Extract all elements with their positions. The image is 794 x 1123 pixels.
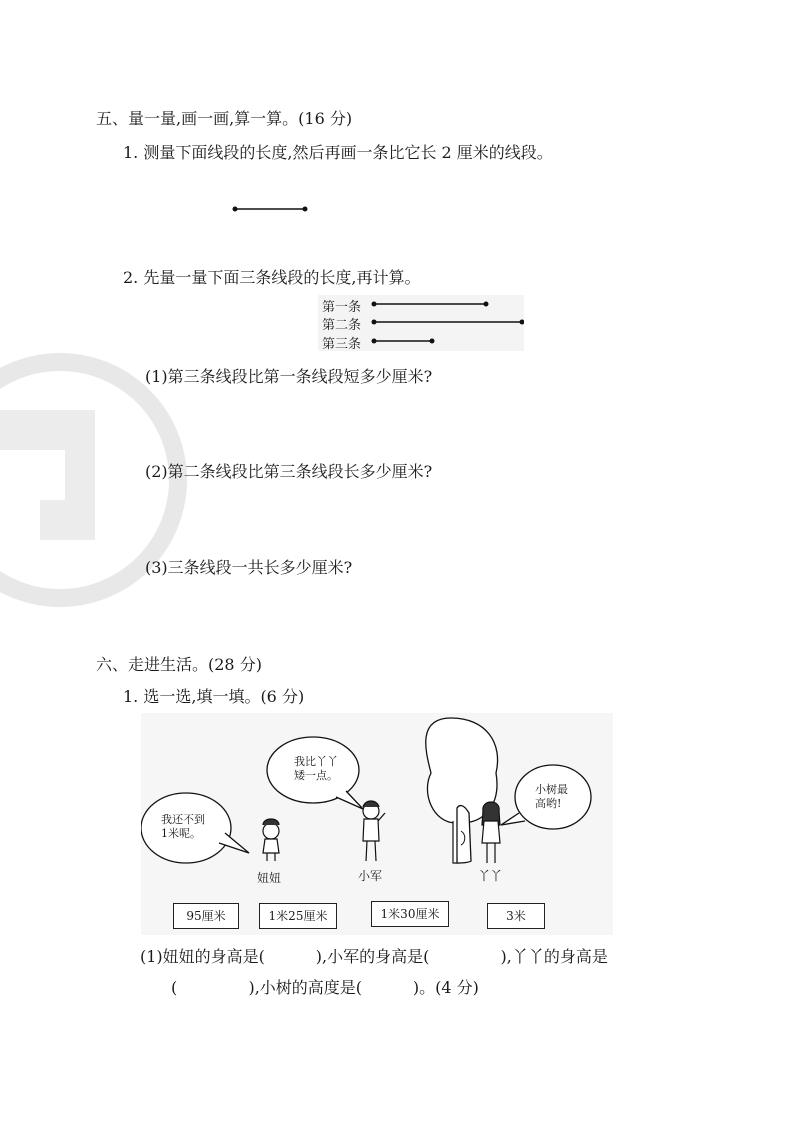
fill-in-line-1: (1)妞妞的身高是( ),小军的身高是( ),丫丫的身高是 — [140, 947, 608, 966]
xiaojun-bubble-line-1: 我比丫丫 — [294, 755, 338, 768]
section-5-title: 五、量一量,画一画,算一算。(16 分) — [96, 109, 353, 128]
xiaojun-figure — [363, 801, 385, 861]
yaya-figure — [482, 802, 500, 863]
sister-bubble-line-1: 我还不到 — [161, 813, 205, 826]
question-2-text: 2. 先量一量下面三条线段的长度,再计算。 — [123, 268, 421, 287]
yaya-bubble-text — [535, 783, 568, 811]
option-box-4: 3米 — [487, 903, 545, 929]
segments-panel — [318, 295, 524, 351]
segment-2-line — [372, 320, 525, 325]
illustration-scene — [141, 713, 613, 935]
section-6-question-1: 1. 选一选,填一填。(6 分) — [123, 687, 305, 706]
sister-name: 妞妞 — [257, 871, 282, 885]
option-box-3: 1米30厘米 — [371, 901, 449, 927]
xiaojun-bubble-text — [294, 755, 338, 783]
fill-in-line-2: ( ),小树的高度是( )。(4 分) — [171, 978, 479, 997]
yaya-bubble-line-2: 高哟! — [535, 797, 562, 810]
segment-3-line — [372, 339, 435, 344]
segment-2-label: 第二条 — [322, 318, 362, 333]
subquestion-3: (3)三条线段一共长多少厘米? — [145, 558, 353, 577]
segment-3-label: 第三条 — [322, 337, 362, 352]
sister-bubble-line-2: 1米呢。 — [161, 827, 201, 840]
question-1-text: 1. 测量下面线段的长度,然后再画一条比它长 2 厘米的线段。 — [123, 143, 553, 162]
segment-1-label: 第一条 — [322, 300, 362, 315]
section-6-title: 六、走进生活。(28 分) — [96, 655, 262, 674]
xiaojun-name: 小军 — [358, 869, 383, 883]
measure-segment — [230, 203, 310, 215]
yaya-bubble-line-1: 小树最 — [535, 783, 568, 796]
sister-bubble-text — [161, 813, 205, 841]
segment-1-line — [372, 302, 489, 307]
subquestion-2: (2)第二条线段比第三条线段长多少厘米? — [145, 462, 433, 481]
sister-figure — [263, 819, 279, 861]
option-box-2: 1米25厘米 — [259, 903, 337, 929]
option-box-1: 95厘米 — [173, 903, 239, 929]
xiaojun-bubble-line-2: 矮一点。 — [294, 769, 338, 782]
subquestion-1: (1)第三条线段比第一条线段短多少厘米? — [145, 367, 433, 386]
yaya-name: 丫丫 — [478, 869, 503, 883]
